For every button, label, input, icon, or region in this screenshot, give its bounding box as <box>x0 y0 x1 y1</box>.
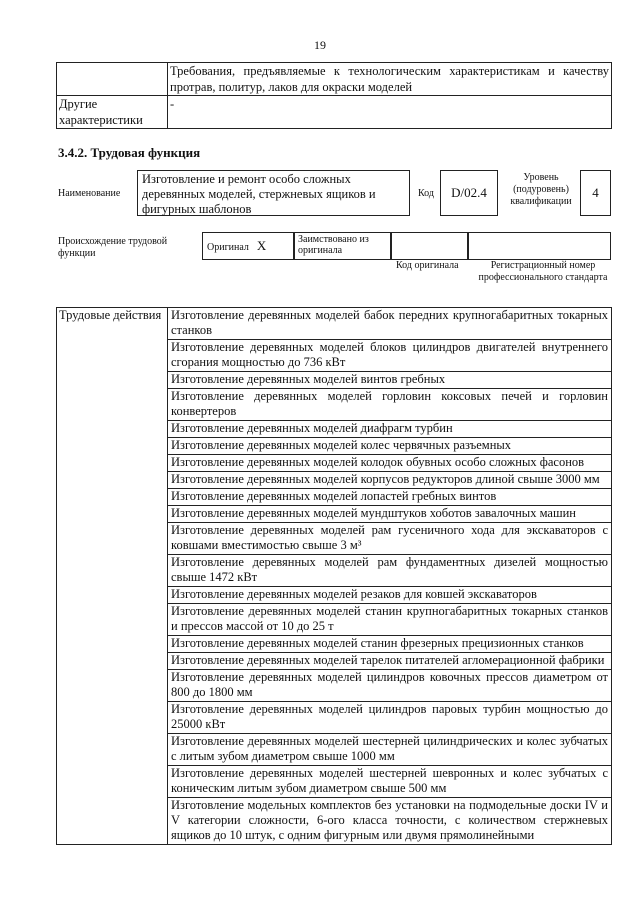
section-heading: 3.4.2. Трудовая функция <box>58 145 201 160</box>
borrowed-cell: Заимствовано из оригинала <box>294 232 391 260</box>
labor-action-item: Изготовление деревянных моделей колес червячных разъемных <box>168 438 612 455</box>
other-characteristics-label: Другие характеристики <box>57 96 168 129</box>
labor-action-item: Изготовление деревянных моделей рам фундаментных дизелей мощностью свыше 1472 кВт <box>168 555 612 587</box>
labor-action-item: Изготовление деревянных моделей корпусов редукторов длиной свыше 3000 мм <box>168 472 612 489</box>
code-label: Код <box>418 188 434 199</box>
function-code-box: D/02.4 <box>440 170 498 216</box>
function-name-box: Изготовление и ремонт особо сложных деревянных моделей, стержневых ящиков и фигурных шаблонов <box>137 170 410 216</box>
qualification-level-label: Уровень (подуровень) квалификации <box>510 172 572 207</box>
labor-action-item: Изготовление деревянных моделей тарелок питателей агломерационной фабрики <box>168 653 612 670</box>
table-row <box>57 308 612 340</box>
labor-action-item: Изготовление деревянных моделей мундштуков хоботов завалочных машин <box>168 506 612 523</box>
origin-label: Происхождение трудовой функции <box>58 236 168 259</box>
table-row <box>57 63 612 96</box>
original-cell <box>202 232 294 260</box>
table-row <box>57 96 612 129</box>
labor-action-item: Изготовление деревянных моделей лопастей гребных винтов <box>168 489 612 506</box>
original-label: Оригинал <box>207 242 249 253</box>
labor-actions-label: Трудовые действия <box>57 308 168 845</box>
name-label: Наименование <box>58 188 121 199</box>
labor-action-item: Изготовление деревянных моделей колодок обувных особо сложных фасонов <box>168 455 612 472</box>
labor-action-item: Изготовление деревянных моделей резаков для ковшей экскаваторов <box>168 587 612 604</box>
labor-action-item: Изготовление деревянных моделей винтов гребных <box>168 372 612 389</box>
labor-action-item: Изготовление деревянных моделей станин крупногабаритных токарных станков и прессов массой от 10 до 25 т <box>168 604 612 636</box>
labor-action-item: Изготовление деревянных моделей рам гусеничного хода для экскаваторов с ковшами вместимостью свыше 3 м³ <box>168 523 612 555</box>
empty-cell <box>57 63 168 96</box>
labor-action-item: Изготовление деревянных моделей шестерней цилиндрических и колес зубчатых с литым зубом диаметром свыше 1000 мм <box>168 734 612 766</box>
labor-action-item: Изготовление деревянных моделей станин фрезерных прецизионных станков <box>168 636 612 653</box>
labor-action-item: Изготовление деревянных моделей цилиндров ковочных прессов диаметром от 800 до 1800 мм <box>168 670 612 702</box>
labor-action-item: Изготовление модельных комплектов без установки на подмодельные доски IV и V категории сложности, 6-ого класса точности, с количеством стержневых ящиков до 10 штук, с одним фигурным или двумя прямолинейными <box>168 798 612 845</box>
labor-actions-table <box>56 307 612 845</box>
code-original-cell <box>391 232 468 260</box>
page-number: 19 <box>314 38 326 52</box>
labor-action-item: Изготовление деревянных моделей диафрагм турбин <box>168 421 612 438</box>
qualification-level-box: 4 <box>580 170 611 216</box>
labor-action-item: Изготовление деревянных моделей цилиндров паровых турбин мощностью до 25000 кВт <box>168 702 612 734</box>
code-original-caption: Код оригинала <box>396 260 459 271</box>
labor-action-item: Изготовление деревянных моделей шестерней шевронных и колес зубчатых с коническим литым зубом диаметром свыше 500 мм <box>168 766 612 798</box>
labor-action-item: Изготовление деревянных моделей блоков цилиндров двигателей внутреннего сгорания мощностью до 736 кВт <box>168 340 612 372</box>
reg-number-caption: Регистрационный номер профессионального стандарта <box>478 260 608 283</box>
requirements-table <box>56 62 612 129</box>
labor-action-item: Изготовление деревянных моделей бабок передних крупногабаритных токарных станков <box>168 308 612 340</box>
original-mark: X <box>256 238 267 253</box>
other-characteristics-value: - <box>168 96 612 129</box>
requirements-text: Требования, предъявляемые к технологическим характеристикам и качеству протрав, политур, лаков для окраски моделей <box>168 63 612 96</box>
labor-action-item: Изготовление деревянных моделей горловин коксовых печей и горловин конвертеров <box>168 389 612 421</box>
reg-number-cell <box>468 232 611 260</box>
